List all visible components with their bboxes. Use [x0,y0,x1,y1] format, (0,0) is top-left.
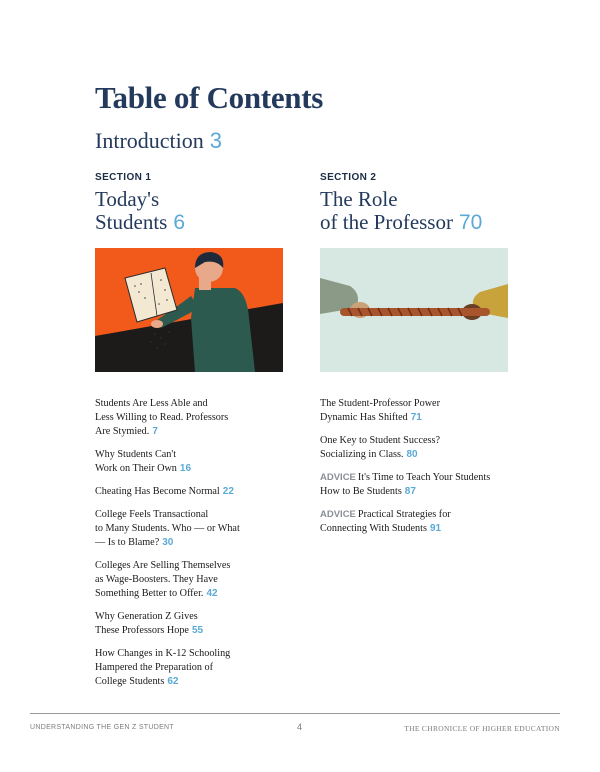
article-page: 80 [406,449,418,461]
section-1-header [95,172,285,234]
article-page: 55 [191,625,204,637]
article-page: 91 [429,522,442,534]
article-entry[interactable]: College Feels Transactional to Many Students. Who — or What — Is to Blame? 30 [95,508,240,549]
section-title[interactable] [95,188,285,234]
article-page: 42 [206,588,218,600]
article-entry[interactable]: Cheating Has Become Normal 22 [95,486,234,498]
article-page: 16 [179,463,192,475]
article-entry[interactable]: How Changes in K-12 Schooling Hampered the Preparation of College Students 62 [95,647,231,688]
section-title-line: of the Professor [320,210,453,234]
introduction-page: 3 [209,128,223,153]
section-2-header [320,172,510,234]
article-page: 30 [162,537,174,549]
section-title-line: The Role [320,187,398,211]
article-entry[interactable]: Why Generation Z Gives These Professors Hope 55 [95,610,204,637]
page-title: Table of Contents [95,80,324,115]
section-title-line: Students [95,210,168,234]
section-title-line: Today's [95,187,160,211]
section-label: SECTION 1 [95,172,152,183]
article-entry[interactable]: Why Students Can't Work on Their Own 16 [95,449,192,475]
footer-page-number: 4 [297,722,303,732]
article-entry[interactable]: Colleges Are Selling Themselves as Wage-Boosters. They Have Something Better to Offer. 42 [95,559,231,600]
article-page: 71 [410,412,422,424]
article-entry[interactable]: Students Are Less Able and Less Willing to Read. Professors Are Stymied. 7 [95,398,229,438]
footer-publisher: THE CHRONICLE OF HIGHER EDUCATION [404,724,560,733]
advice-tag: ADVICE [320,471,356,483]
section-page: 70 [458,211,483,234]
section-1-articles [95,397,295,698]
section-label: SECTION 2 [320,172,377,183]
article-entry[interactable]: ADVICE Practical Strategies for Connecting With Students 91 [320,508,451,534]
introduction-entry[interactable] [95,128,222,154]
article-entry[interactable]: ADVICE It's Time to Teach Your Students How to Be Students 87 [320,471,491,498]
article-page: 22 [222,486,234,498]
article-page: 7 [152,426,158,438]
footer-divider [30,713,560,714]
advice-tag: ADVICE [320,508,356,520]
footer-publication-title: UNDERSTANDING THE GEN Z STUDENT [30,724,174,731]
article-entry[interactable]: One Key to Student Success? Socializing in Class. 80 [320,434,440,461]
article-page: 62 [167,676,179,688]
article-entry[interactable]: The Student-Professor Power Dynamic Has Shifted 71 [320,398,440,424]
section-page: 6 [173,211,186,234]
article-page: 87 [404,486,416,498]
section-2-articles [320,397,520,545]
tug-of-war-rope-illustration [320,248,508,372]
introduction-label: Introduction [95,128,204,153]
student-reading-illustration [95,248,283,372]
section-title[interactable] [320,188,510,234]
